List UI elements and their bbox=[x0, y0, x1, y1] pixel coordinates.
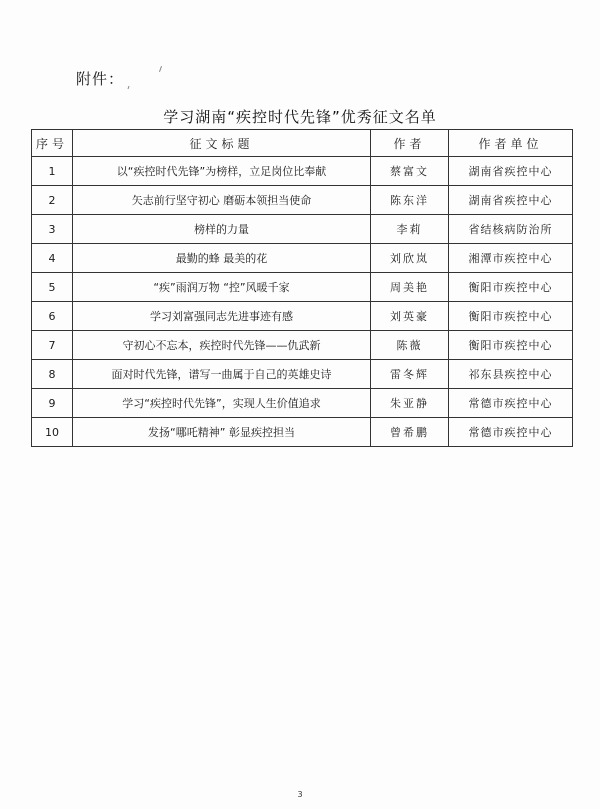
header-no: 序号 bbox=[32, 130, 73, 157]
row-author: 陈薇 bbox=[371, 331, 449, 360]
row-essay-title: 以“疾控时代先锋”为榜样，立足岗位比奉献 bbox=[73, 157, 371, 186]
row-author: 刘英豪 bbox=[371, 302, 449, 331]
row-no: 6 bbox=[32, 302, 73, 331]
row-no: 7 bbox=[32, 331, 73, 360]
row-unit: 衡阳市疾控中心 bbox=[449, 302, 573, 331]
scan-speck bbox=[128, 86, 130, 89]
row-essay-title: 面对时代先锋，谱写一曲属于自己的英雄史诗 bbox=[73, 360, 371, 389]
row-essay-title: 学习“疾控时代先锋”，实现人生价值追求 bbox=[73, 389, 371, 418]
header-unit: 作者单位 bbox=[449, 130, 573, 157]
table-row bbox=[32, 215, 573, 244]
row-unit: 省结核病防治所 bbox=[449, 215, 573, 244]
row-essay-title: 最勤的蜂 最美的花 bbox=[73, 244, 371, 273]
row-essay-title: 矢志前行坚守初心 磨砺本领担当使命 bbox=[73, 186, 371, 215]
scan-speck bbox=[159, 66, 162, 72]
row-essay-title: 发扬“哪吒精神” 彰显疾控担当 bbox=[73, 418, 371, 447]
row-author: 朱亚静 bbox=[371, 389, 449, 418]
row-essay-title: 学习刘富强同志先进事迹有感 bbox=[73, 302, 371, 331]
row-no: 3 bbox=[32, 215, 73, 244]
header-author: 作者 bbox=[371, 130, 449, 157]
table-header-row bbox=[32, 130, 573, 157]
row-unit: 湖南省疾控中心 bbox=[449, 186, 573, 215]
essay-list-table bbox=[31, 129, 573, 447]
row-unit: 常德市疾控中心 bbox=[449, 418, 573, 447]
page-number: 3 bbox=[297, 790, 303, 799]
row-no: 2 bbox=[32, 186, 73, 215]
row-no: 10 bbox=[32, 418, 73, 447]
table-row bbox=[32, 331, 573, 360]
table-row bbox=[32, 273, 573, 302]
row-unit: 湘潭市疾控中心 bbox=[449, 244, 573, 273]
row-author: 刘欣岚 bbox=[371, 244, 449, 273]
row-author: 周美艳 bbox=[371, 273, 449, 302]
row-unit: 衡阳市疾控中心 bbox=[449, 273, 573, 302]
row-author: 蔡富文 bbox=[371, 157, 449, 186]
table-row bbox=[32, 389, 573, 418]
table-row bbox=[32, 244, 573, 273]
row-author: 曾希鹏 bbox=[371, 418, 449, 447]
row-no: 8 bbox=[32, 360, 73, 389]
row-unit: 衡阳市疾控中心 bbox=[449, 331, 573, 360]
table-row bbox=[32, 360, 573, 389]
table-row bbox=[32, 418, 573, 447]
row-no: 1 bbox=[32, 157, 73, 186]
row-essay-title: 守初心不忘本，疾控时代先锋——仇武新 bbox=[73, 331, 371, 360]
row-unit: 祁东县疾控中心 bbox=[449, 360, 573, 389]
table-row bbox=[32, 186, 573, 215]
row-author: 李莉 bbox=[371, 215, 449, 244]
row-essay-title: “疾”雨润万物 “控”风暖千家 bbox=[73, 273, 371, 302]
row-author: 雷冬辉 bbox=[371, 360, 449, 389]
row-unit: 常德市疾控中心 bbox=[449, 389, 573, 418]
row-no: 5 bbox=[32, 273, 73, 302]
row-essay-title: 榜样的力量 bbox=[73, 215, 371, 244]
document-title: 学习湖南“疾控时代先锋”优秀征文名单 bbox=[163, 108, 437, 126]
attachment-label: 附件： bbox=[76, 70, 125, 88]
table-row bbox=[32, 157, 573, 186]
row-author: 陈东洋 bbox=[371, 186, 449, 215]
row-no: 9 bbox=[32, 389, 73, 418]
row-unit: 湖南省疾控中心 bbox=[449, 157, 573, 186]
row-no: 4 bbox=[32, 244, 73, 273]
table-row bbox=[32, 302, 573, 331]
header-essay-title: 征文标题 bbox=[73, 130, 371, 157]
